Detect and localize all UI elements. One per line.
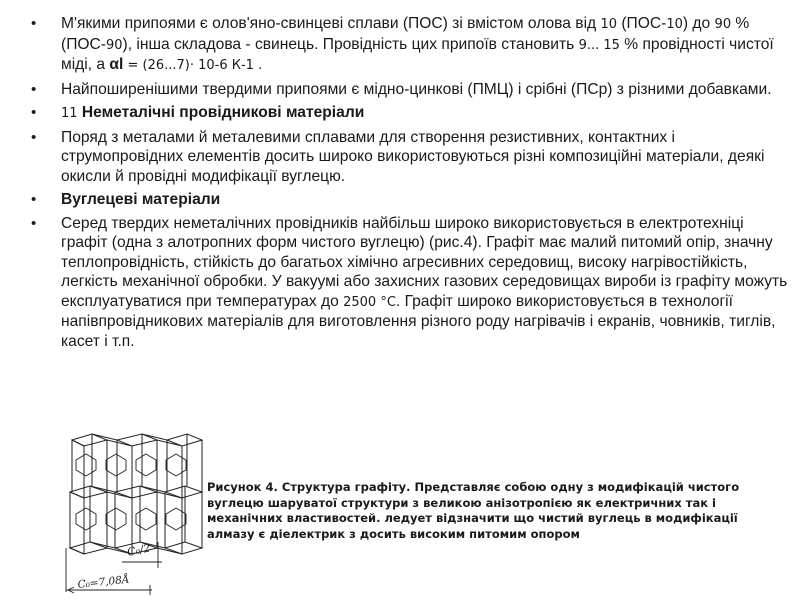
graphite-structure-figure bbox=[62, 430, 212, 598]
bullet-list bbox=[28, 14, 788, 355]
section-heading-nonmetal: • 11 Неметалічні провідникові матеріали bbox=[31, 104, 365, 121]
bullet-graphite: • Серед твердих неметалічних провідників найбільш широко використовується в електротехніці графіт (одна з алотропних форм чистого вуглецю) (рис.4). Графіт має малий питомий опір, значну теплопровідність, стійкість до багатьох хімічно агресивних середовищ, високу нагрівостійкість, легкість механічної обробки. У вакуумі або захисних газових середовищах вироби із графіту можуть експлуатуватися при температурах до 2500 °С. Графіт широко використовується в технології напівпровідникових матеріалів для виготовлення різного роду нагрівачів і екранів, човників, тиглів, касет і т.п. bbox=[31, 214, 788, 350]
bullet-dot: • bbox=[31, 104, 37, 121]
bullet-dot: • bbox=[31, 214, 37, 232]
bullet-dot: • bbox=[31, 15, 37, 32]
bullet-composites: • Поряд з металами й металевими сплавами для створення резистивних, контактних і струмопровідних елементів досить широко використовуються різні композиційні матеріали, деякі окисли й провідні модифікації вуглецю. bbox=[31, 128, 765, 185]
interlayer-bonds bbox=[70, 434, 202, 554]
figure-caption: Рисунок 4. Структура графіту. Представляє собою одну з модифікацій чистого вуглецю шаруватої структури з великою анізотропією як електричних так і механічних властивостей. ледует відзначити що чистий вуглець в модифікації алмазу є діелектрик з досить високим питомим опором bbox=[207, 480, 740, 541]
bullet-solders-soft: • М'якими припоями є олов'яно-свинцеві сплави (ПОС) зі вмістом олова від 10 (ПОС-10) до 90 % (ПОС-90), інша складова - свинець. Провідність цих припоїв становить 9... 15 % провідності чистої міді, а αl = (26...7)· 10-6 К-1 . bbox=[31, 15, 774, 73]
bullet-dot: • bbox=[31, 191, 37, 208]
bullet-solders-hard: • Найпоширенішими твердими припоями є мідно-цинкові (ПМЦ) і срібні (ПСр) з різними добавками. bbox=[31, 80, 772, 98]
alpha-symbol: αl bbox=[109, 56, 124, 73]
section-heading-carbon: • Вуглецеві матеріали bbox=[31, 191, 221, 208]
bullet-dot: • bbox=[31, 80, 37, 98]
label-c0-half: C₀/2 bbox=[125, 541, 152, 559]
bullet-dot: • bbox=[31, 128, 37, 146]
label-c0: C₀=7,08Å bbox=[77, 573, 131, 591]
